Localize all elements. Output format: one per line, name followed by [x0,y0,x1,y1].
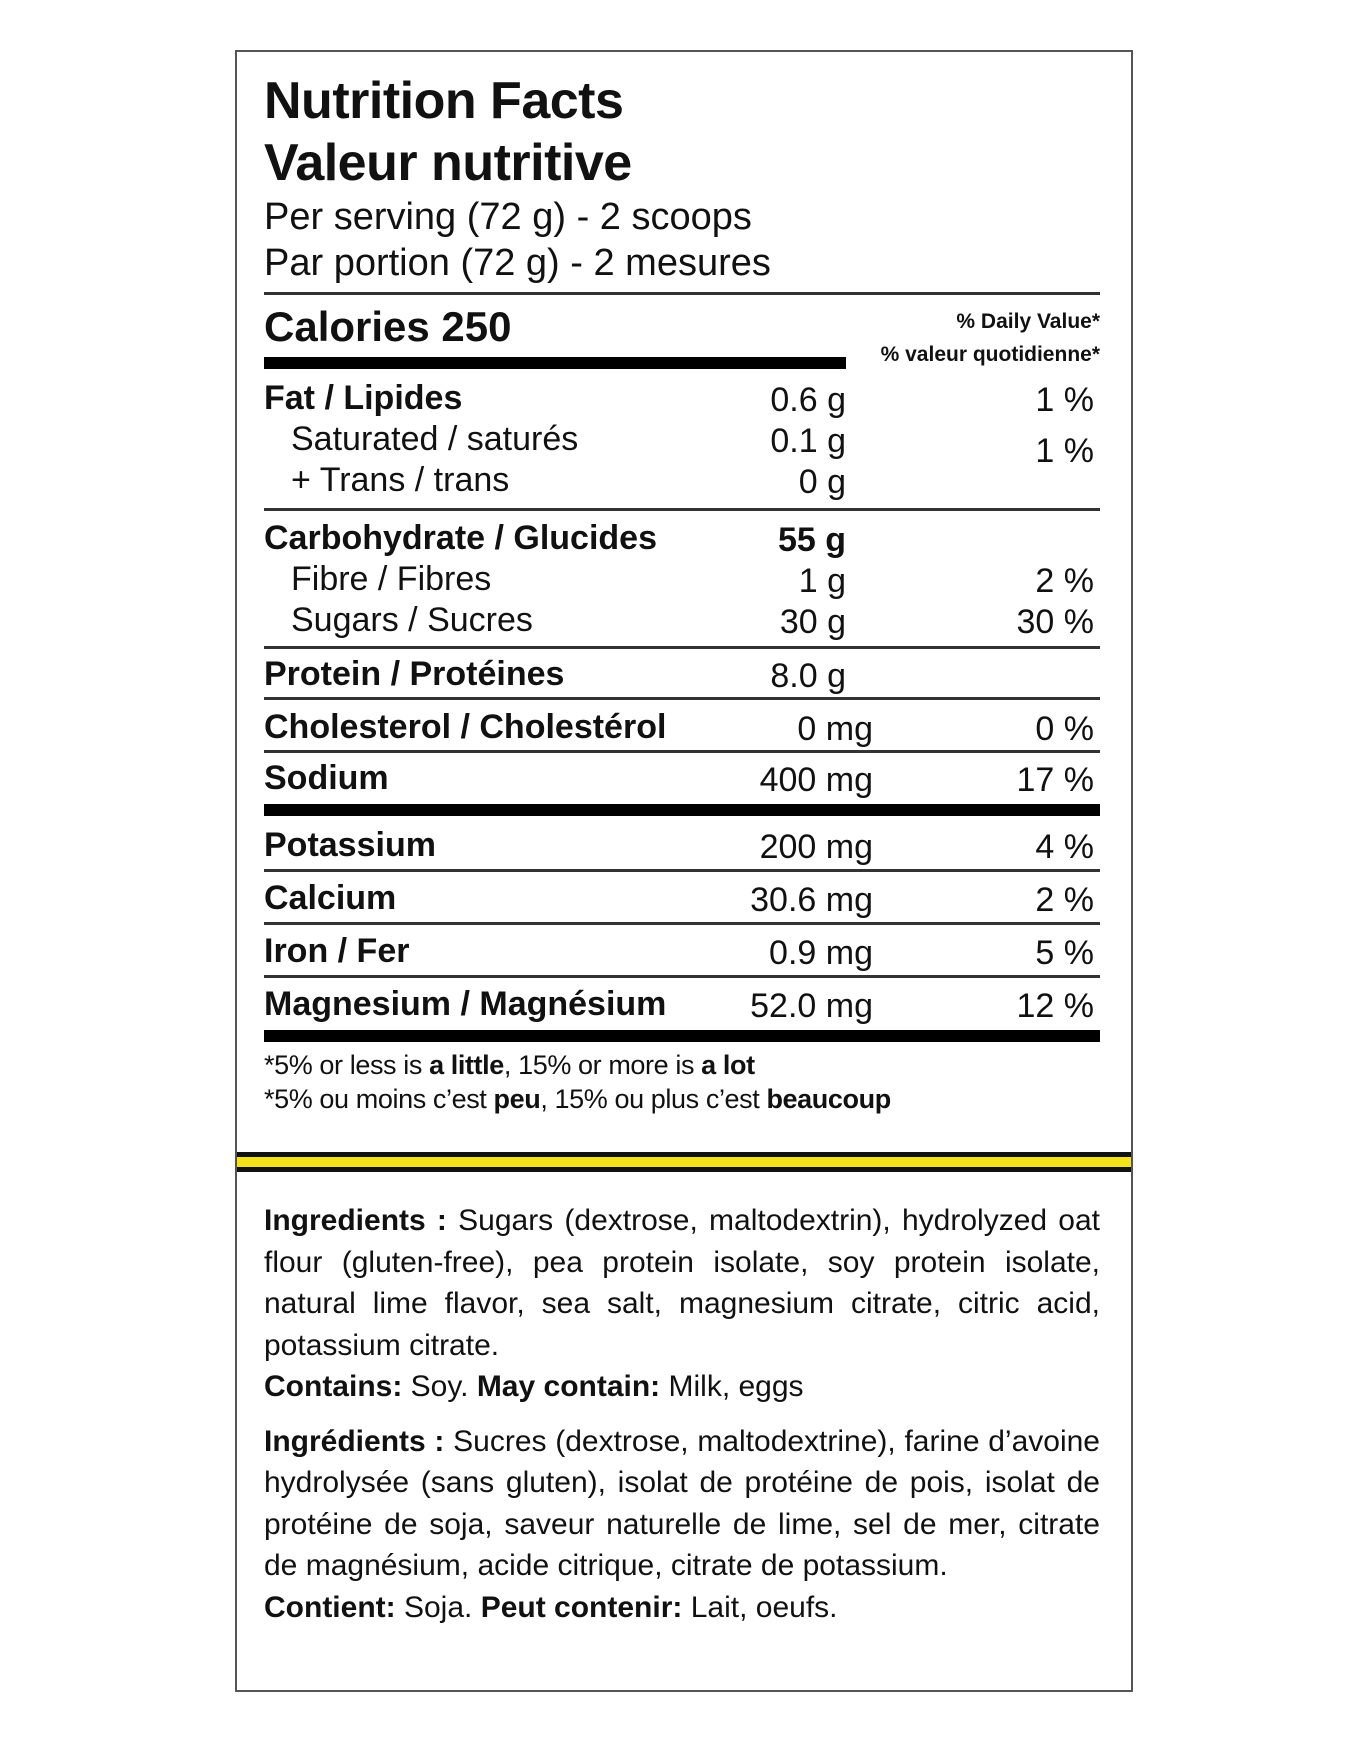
nutrient-name: Calcium [264,879,397,917]
ingredients-fr [264,1421,1100,1587]
footnote-en [264,1048,1100,1082]
divider [264,975,1100,978]
ingredients-text: Sucres (dextrose, maltodextrine), farine d’avoine hydrolysée (sans gluten), isolat de protéine de pois, isolat de protéine de soja, saveur naturelle de lime, sel de mer, citrate de magnésium, acide citrique, citrate de potassium. [264,1424,1100,1582]
nutrient-amount: 0 mg [797,710,873,748]
footnote-text: , 15% ou plus c’est [540,1084,767,1114]
nutrient-amount: 8.0 g [770,657,846,695]
nutrient-row-potassium [264,824,1100,865]
serving-size-en: Per serving (72 g) - 2 scoops [264,196,752,238]
divider [264,508,1100,511]
nutrient-name: Carbohydrate / Glucides [264,519,657,557]
divider [264,697,1100,700]
footnote-emphasis: a lot [701,1050,755,1080]
nutrient-dv: 1 % [1035,381,1094,419]
nutrient-dv: 4 % [1035,828,1094,866]
divider [264,646,1100,649]
footnote-text: , 15% or more is [503,1050,702,1080]
nutrient-row-calcium [264,877,1100,918]
band-black-bottom [237,1167,1131,1172]
divider [264,869,1100,872]
nutrient-row-magnesium [264,983,1100,1024]
ingredients-label: Ingrédients : [264,1424,445,1458]
nutrient-amount: 200 mg [759,828,873,866]
nutrient-dv: 12 % [1016,987,1094,1025]
nutrient-amount: 30 g [779,603,846,641]
may-contain-text: Lait, oeufs. [682,1590,838,1624]
title-fr: Valeur nutritive [264,134,632,192]
calories-bar [264,357,846,369]
may-contain-label: Peut contenir: [480,1590,683,1624]
nutrient-name: Sodium [264,759,389,797]
nutrient-name: Iron / Fer [264,932,410,970]
band-yellow [237,1157,1131,1167]
footnote-emphasis: a little [429,1050,504,1080]
ingredients-en [264,1200,1100,1366]
nutrient-dv: 2 % [1035,881,1094,919]
footnote [264,1048,1100,1116]
calories-label: Calories 250 [264,303,512,350]
calories-row [264,295,1100,377]
daily-value-header [881,305,1100,371]
allergens-en [264,1366,1100,1408]
nutrient-row-sugars [264,599,1100,640]
nutrient-name: + Trans / trans [291,461,510,499]
contains-label: Contient: [264,1590,396,1624]
nutrient-amount: 0.1 g [770,422,846,460]
footnote-fr [264,1082,1100,1116]
contains-label: Contains: [264,1370,403,1403]
allergens-fr [264,1587,1100,1629]
nutrient-amount: 30.6 mg [750,881,873,919]
may-contain-text: Milk, eggs [660,1370,804,1403]
footnote-text: *5% ou moins c’est [264,1084,494,1114]
footnote-emphasis: beaucoup [766,1084,891,1114]
nutrient-name: Magnesium / Magnésium [264,985,667,1023]
nutrient-amount: 0.6 g [770,381,846,419]
nutrient-row-carbohydrate [264,517,1100,558]
title-en: Nutrition Facts [264,72,624,130]
nutrient-dv: 1 % [1035,432,1094,470]
thick-divider [264,804,1100,816]
daily-value-en: % Daily Value* [956,310,1100,333]
divider [264,922,1100,925]
serving-size-fr: Par portion (72 g) - 2 mesures [264,242,771,284]
contains-text: Soy. [402,1370,477,1403]
nutrient-dv: 30 % [1016,603,1094,641]
footnote-text: *5% or less is [264,1050,430,1080]
nutrient-name: Fat / Lipides [264,379,463,417]
nutrient-row-fat [264,377,1100,418]
nutrient-amount: 400 mg [759,761,873,799]
nutrient-amount: 0 g [798,463,846,501]
nutrient-amount: 0.9 mg [769,934,873,972]
nutrient-dv: 17 % [1016,761,1094,799]
daily-value-fr: % valeur quotidienne* [880,343,1100,366]
nutrient-dv: 0 % [1035,710,1094,748]
nutrient-dv: 2 % [1035,562,1094,600]
nutrient-name: Saturated / saturés [291,420,579,458]
nutrient-row-fibre [264,558,1100,599]
nutrient-name: Protein / Protéines [264,655,565,693]
nutrient-name: Fibre / Fibres [291,560,492,598]
may-contain-label: May contain: [476,1370,661,1403]
divider [264,750,1100,753]
ingredients-text: Sugars (dextrose, maltodextrin), hydrolyzed oat flour (gluten-free), pea protein isolate, soy protein isolate, natural lime flavor, sea salt, magnesium citrate, citric acid, potassium citrate. [264,1204,1100,1362]
ingredients-label: Ingredients : [264,1204,447,1237]
nutrient-row-saturated [264,418,1100,470]
nutrient-row-iron [264,930,1100,971]
nutrient-amount: 55 g [777,521,846,559]
nutrient-row-protein [264,653,1100,694]
ingredients-panel [264,1200,1100,1628]
nutrient-amount: 52.0 mg [750,987,873,1025]
nutrient-name: Sugars / Sucres [291,601,533,639]
nutrient-name: Cholesterol / Cholestérol [264,708,667,746]
nutrition-label [235,50,1133,1692]
thick-divider [264,1030,1100,1042]
nutrient-row-cholesterol [264,706,1100,747]
nutrient-row-sodium [264,757,1100,798]
nutrient-row-trans [264,459,1100,500]
contains-text: Soja. [395,1590,481,1624]
nutrient-name: Potassium [264,826,436,864]
spacer [264,1408,1100,1421]
nutrient-amount: 1 g [798,562,846,600]
nutrition-facts-panel [264,70,1100,1116]
footnote-emphasis: peu [493,1084,541,1114]
nutrient-dv: 5 % [1035,934,1094,972]
